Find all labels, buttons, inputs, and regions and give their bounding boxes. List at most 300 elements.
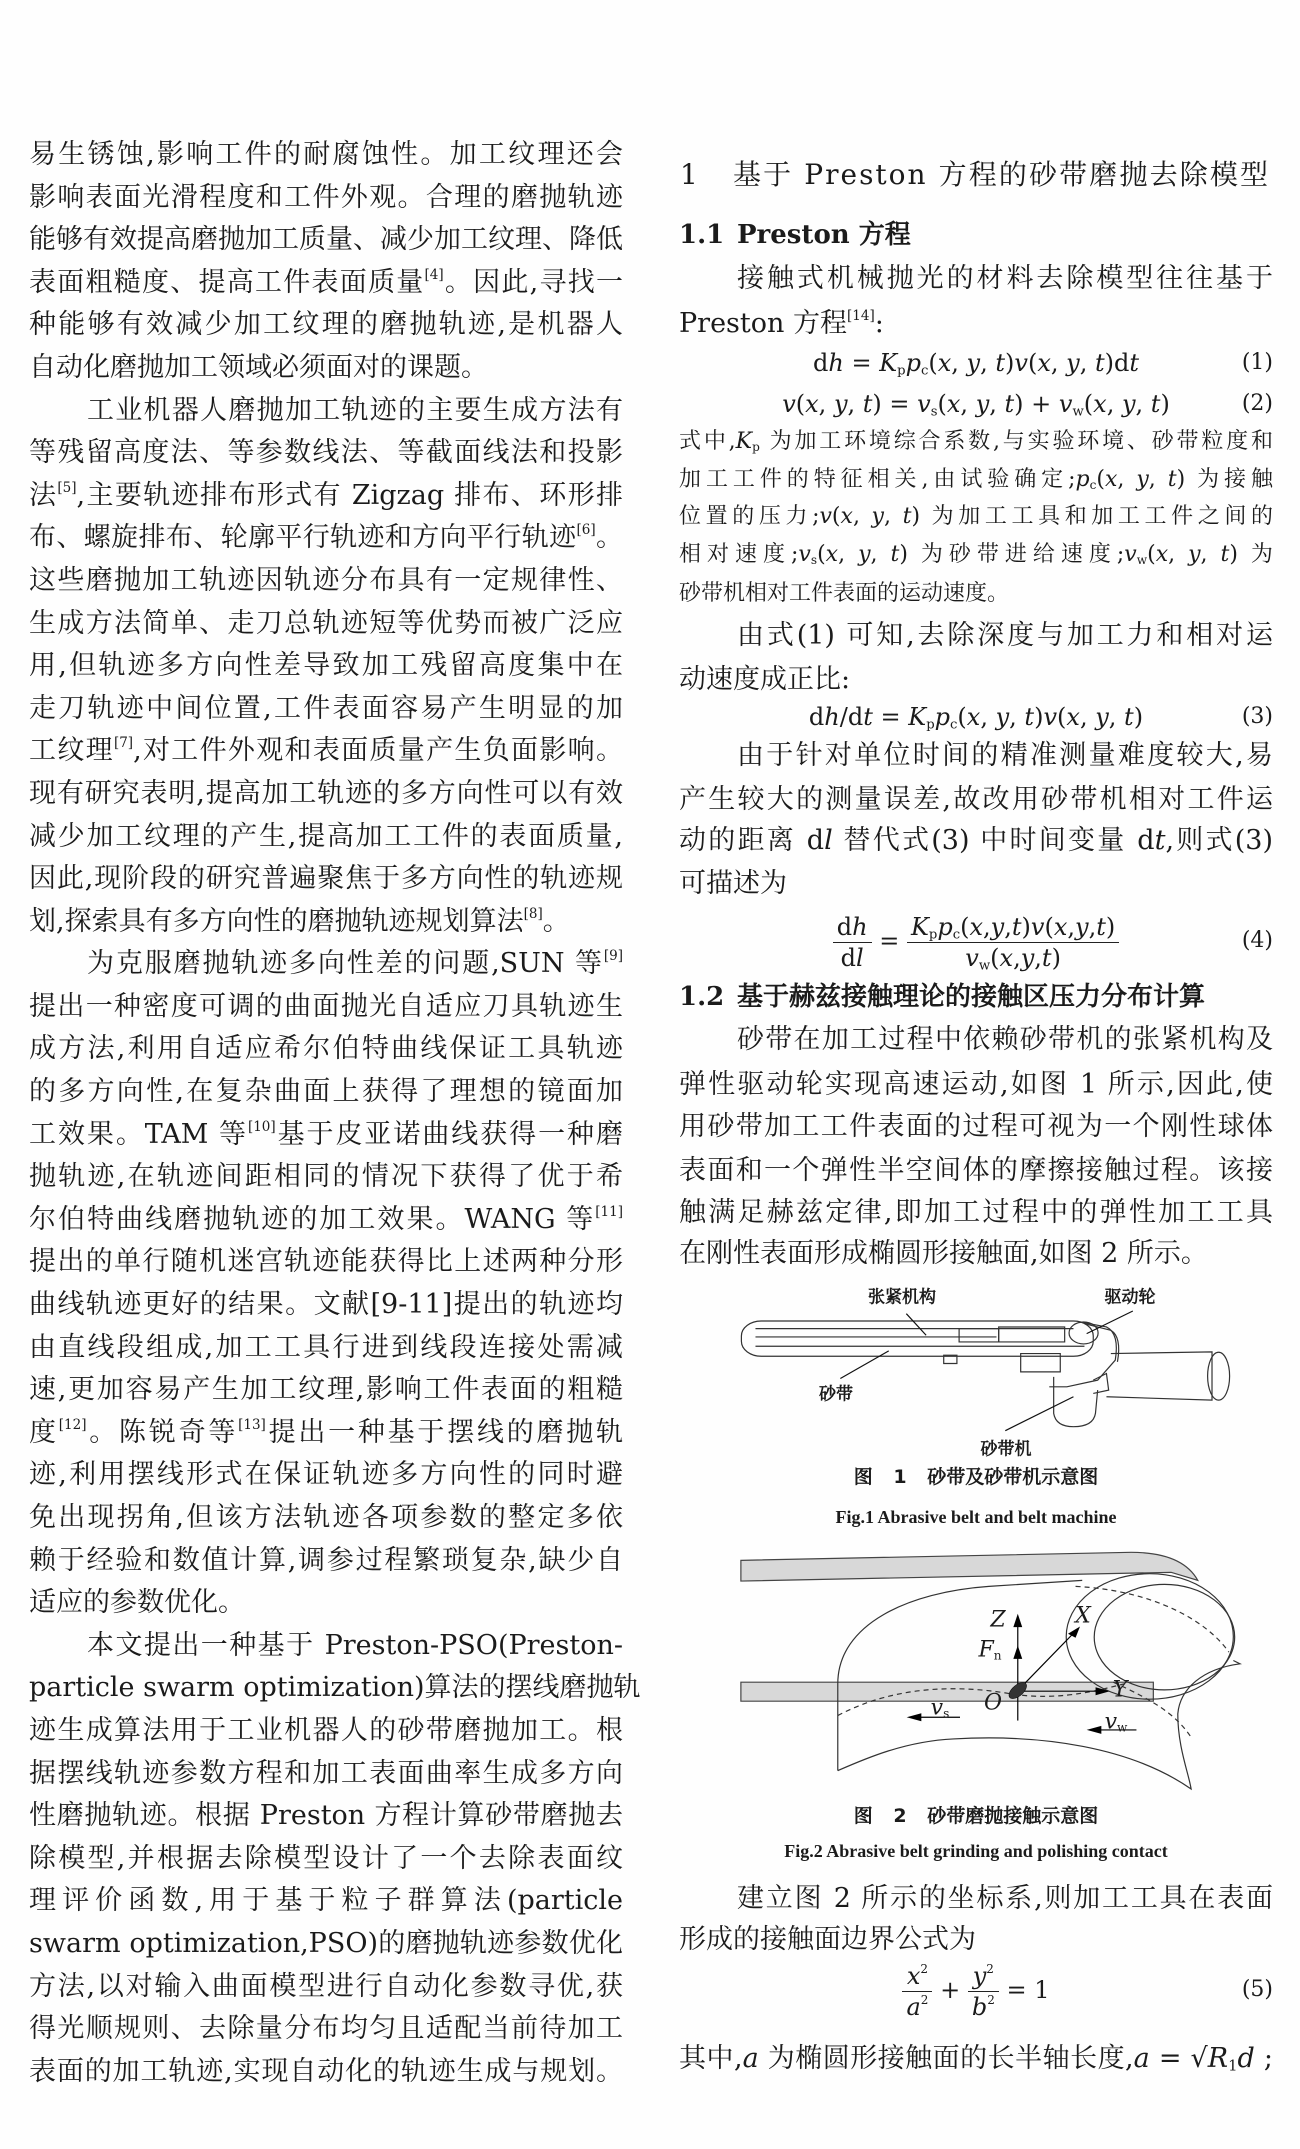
math-symbol: y [1136,467,1149,492]
text-line [679,575,1273,613]
subscript: p [897,363,906,379]
citation-superscript: 2 [987,1993,995,2008]
text-run: ) 为砂带进给速度; [899,542,1125,567]
text-run: 。 [542,905,570,937]
subscript: p [926,717,935,733]
math-symbol: t [862,390,873,418]
text-run: 式中, [679,429,736,454]
text-run: ( [928,349,938,377]
math-symbol: y [833,390,848,418]
text-line [679,461,1273,499]
text-run: , [847,390,863,418]
text-line: 的多方向性,在复杂曲面上获得了理想的镜面加 [29,1076,623,1108]
text-run: 度 [29,1416,59,1448]
text-run: = √ [1149,2043,1208,2074]
text-run: ( [937,390,947,418]
text-run: 形成的接触面边界公式为 [679,1924,976,1955]
math-symbol: x [999,944,1014,972]
text-run: , [1148,467,1168,492]
subsection-title: 基于赫兹接触理论的接触区压力分布计算 [737,982,1206,1012]
text-run: ) 为加工工具和加工工件之间的 [911,504,1273,529]
contact-wheel-outer [1066,1574,1233,1700]
math-symbol: x [1105,467,1118,492]
math-symbol: x [1155,542,1169,567]
figure-2-caption-cn: 图 2 砂带磨抛接触示意图 [853,1805,1099,1827]
text-line: 提出的单行随机迷宫轨迹能获得比上述两种分形 [29,1246,623,1278]
text-run: , [980,703,996,731]
figure-2-caption-en: Fig.2 Abrasive belt grinding and polishing contact [784,1841,1168,1861]
math-symbol: t [1004,390,1015,418]
text-run: 替代式(3) 中时间变量 d [832,825,1155,856]
text-run: 为克服磨抛轨迹多向性差的问题,SUN 等 [87,948,604,980]
citation-superscript: [13] [238,1416,266,1433]
text-line: 由直线段组成,加工工具行进到线段连接处需减 [29,1331,623,1363]
math-symbol: K [908,703,927,731]
text-run: 其中, [679,2043,743,2074]
text-line [679,1064,1273,1106]
equals-sign: = [879,927,900,955]
math-symbol: y [1075,913,1089,941]
label-belt-speed [931,1696,950,1721]
citation-superscript: [11] [595,1203,623,1220]
text-run: ( [817,542,826,567]
text-run: , [1079,703,1096,731]
subsection-number: 1.2 [679,982,725,1012]
math-symbol: y [1066,349,1080,377]
math-symbol: x [825,542,839,567]
equation-1 [679,343,1273,383]
label-belt: 砂带 [819,1384,853,1405]
vs-arrow-icon [907,1713,922,1721]
upper-belt [741,1552,1198,1581]
math-symbol: t [1220,542,1230,567]
fraction-x [902,1961,932,2022]
math-symbol: t [1094,349,1105,377]
math-symbol: y [1020,944,1035,972]
math-symbol: t [1011,913,1022,941]
text-run: 弹性驱动轮实现高速运动,如图 1 所示,因此,使 [679,1069,1273,1100]
math-symbol: x [1037,349,1051,377]
leader-belt [840,1351,888,1379]
text-run: ) [1105,913,1116,941]
fraction-lhs [833,912,872,973]
vw-arrow-icon [1087,1726,1102,1734]
math-symbol: y [972,1962,987,1990]
motor-handle [1106,1352,1212,1400]
text-run: , [870,542,891,567]
citation-superscript: [7] [113,735,134,752]
force-arrow-icon [1013,1645,1022,1658]
math-symbol: y [966,349,981,377]
text-line [29,262,623,305]
math-symbol: t [863,703,873,731]
subsection-number: 1.1 [679,220,725,250]
text-line: 生成方法简单、走刀总轨迹短等优势而被广泛应 [29,607,623,639]
math-symbol: l [824,825,833,856]
text-line: 抛轨迹,在轨迹间距相同的情况下获得了优于希 [29,1161,623,1193]
text-run: 相对速度; [679,542,799,567]
math-symbol: h [852,913,868,941]
math-symbol: R [1207,2043,1229,2074]
subscript: w [978,958,991,974]
text-line: 免出现拐角,但该方法轨迹各项参数的整定多依 [29,1502,623,1533]
text-run: 表面粗糙度、提高工件表面质量 [29,266,425,298]
text-line: 适应的参数优化。 [29,1587,245,1619]
subscript: w [1136,553,1148,568]
label-x-axis: X [1075,1603,1091,1629]
text-run: 为椭圆形接触面的长半轴长度, [758,2043,1134,2074]
text-line [679,1192,1273,1234]
text-line: 迹生成算法用于工业机器人的砂带磨抛加工。根 [29,1714,623,1746]
text-run: , [983,913,991,941]
text-run: ( [1147,542,1156,567]
text-run: , [1004,913,1012,941]
vw-symbol: v [1104,1709,1118,1735]
text-run: ( [990,944,1000,972]
text-run: 可描述为 [679,868,787,899]
text-line [679,498,1273,536]
text-line [29,730,623,773]
math-symbol: y [871,504,884,529]
text-line [679,735,1273,777]
text-run: d [808,703,825,731]
text-run: 由式(1) 可知,去除深度与加工力和相对运 [737,620,1273,651]
text-line [29,475,623,518]
text-run: ) [1005,349,1015,377]
text-run: , [1135,390,1151,418]
subsection-heading-1-2 [679,977,1205,1017]
text-run: ( [1096,467,1105,492]
text-run: ( [1057,703,1067,731]
text-run: , [1034,944,1042,972]
text-line: 成方法,利用自适应希尔伯特曲线保证工具轨迹 [29,1033,623,1065]
text-run: 工效果。TAM 等 [29,1118,248,1150]
math-symbol: h [824,703,840,731]
text-run: ( [795,390,806,418]
label-tensioner: 张紧机构 [868,1287,936,1308]
text-run: d [840,944,856,972]
text-line: 等残留高度法、等参数线法、等截面线法和投影 [29,437,623,469]
math-symbol: t [995,349,1006,377]
text-run: 在刚性表面形成椭圆形接触面,如图 2 所示。 [679,1238,1208,1269]
subsection-title: Preston 方程 [737,220,911,250]
math-symbol: v [819,504,832,529]
text-run: 产生较大的测量误差,故改用砂带机相对工件运 [679,784,1273,815]
plus-sign: + [940,1976,961,2004]
math-symbol: t [1150,390,1161,418]
text-line: 能够有效提高磨抛加工质量、减少加工纹理、降低 [29,224,623,256]
math-symbol: v [917,390,931,418]
citation-superscript: [6] [576,522,596,539]
math-symbol: K [879,349,898,377]
label-origin: O [983,1690,1003,1716]
text-run: ) 为 [1229,542,1273,567]
subscript: c [950,717,958,733]
text-line: 种能够有效减少加工纹理的磨抛轨迹,是机器人 [29,309,623,341]
text-line: 表面的加工轨迹,实现自动化的轨迹生成与规划。 [29,2055,623,2087]
vs-symbol: v [930,1695,944,1721]
fraction-y [968,1961,999,2022]
math-symbol: v [1043,703,1058,731]
math-symbol: x [937,349,952,377]
text-run: 表面和一个弹性半空间体的摩擦接触过程。该接 [679,1155,1273,1186]
text-run: 。陈锐奇等 [86,1416,239,1448]
math-symbol: x [966,703,981,731]
math-symbol: x [1066,703,1080,731]
text-run: , [818,390,834,418]
text-run: d [812,349,829,377]
force-subscript: n [993,1648,1002,1663]
text-line: 现有研究表明,提高加工轨迹的多方向性可以有效 [29,777,623,809]
denominator [902,1992,932,2022]
text-line [679,423,1273,461]
equation-number: (1) [1241,350,1273,375]
subsection-heading-1-1 [679,215,911,255]
text-line: 性磨抛轨迹。根据 Preston 方程计算砂带磨抛去 [29,1800,623,1832]
text-run: 。因此,寻找一 [443,266,623,298]
math-symbol: t [1129,349,1140,377]
math-symbol: x [946,390,961,418]
denominator [968,1992,999,2022]
text-run: d [836,913,853,941]
text-line: 赖于经验和数值计算,调参过程繁琐复杂,缺少自 [29,1544,623,1576]
text-line: 曲线轨迹更好的结果。文献[9-11]提出的轨迹均 [29,1289,623,1321]
section-title [680,154,1270,196]
math-symbol: a [906,1993,921,2021]
text-run: ) 为接触 [1176,467,1273,492]
text-run: , [1050,349,1067,377]
text-run: 基于皮亚诺曲线获得一种磨 [275,1118,623,1150]
math-symbol: t [1154,825,1166,856]
math-symbol: x [1093,390,1107,418]
equation-number: (5) [1241,1977,1273,2002]
citation-superscript: [4] [424,266,444,283]
text-run: = [843,349,880,377]
equation-expression [809,703,1143,731]
equation-expression [813,349,1139,377]
math-symbol: x [906,1962,921,1990]
force-symbol: F [978,1637,994,1663]
text-run: 加工工件的特征相关,由试验确定; [679,467,1076,492]
text-line: 得光顺规则、去除量分布均匀且适配当前待加工 [29,2013,623,2045]
citation-superscript: [14] [847,307,875,324]
citation-superscript: [8] [523,905,543,922]
text-run: 砂带在加工过程中依赖砂带机的张紧机构及 [737,1024,1273,1055]
math-symbol: t [1124,703,1134,731]
text-run: , [1067,913,1076,941]
math-symbol: t [1167,467,1177,492]
vs-subscript: s [943,1706,950,1721]
text-run: 位置的压力; [679,504,820,529]
math-symbol: a [742,2043,759,2074]
text-line [679,820,1273,862]
text-run: 尔伯特曲线磨抛轨迹的加工效果。WANG 等 [29,1203,596,1235]
text-run: , [1009,703,1025,731]
text-run: 。 [595,522,623,554]
text-run: ) [1021,913,1031,941]
math-symbol: p [937,913,953,941]
label-y-axis: Y [1112,1677,1128,1703]
equation-5 [679,1954,1273,2026]
section-number: 1 [680,158,700,191]
text-run: ( [960,913,970,941]
text-run: , [1168,542,1189,567]
figure-1-caption-en: Fig.1 Abrasive belt and belt machine [835,1507,1117,1527]
text-run: = [872,703,909,731]
math-symbol: v [782,390,796,418]
numerator [968,1961,999,1992]
text-run: 用砂带加工工件表面的过程可视为一个刚性球体 [679,1111,1273,1142]
text-line: 迹,利用摆线形式在保证轨迹多方向性的同时避 [29,1459,623,1491]
leader-tensioner [906,1314,926,1336]
math-symbol: y [1121,390,1136,418]
subscript: c [1089,478,1097,493]
text-line [29,1199,623,1242]
text-run: ( [1027,349,1038,377]
numerator [902,1961,932,1992]
text-run: 触满足赫兹定律,即加工过程中的弹性加工工具 [679,1197,1273,1228]
label-normal-force [978,1638,1001,1663]
text-line [679,1019,1273,1061]
text-run: , [960,390,976,418]
figure-1-caption-cn: 图 1 砂带及砂带机示意图 [853,1466,1099,1488]
text-line [29,517,623,560]
equation-2 [679,384,1273,424]
math-symbol: y [1095,703,1109,731]
citation-superscript: [9] [603,948,623,965]
equation-number: (4) [1241,928,1273,953]
text-run: 动的距离 d [679,825,825,856]
math-symbol: y [975,390,990,418]
math-symbol: l [855,944,864,972]
math-symbol: v [965,944,979,972]
text-run: 接触式机械抛光的材料去除模型往往基于 [737,263,1273,294]
math-symbol: y [858,542,871,567]
left-column [29,134,641,2093]
equation-number: (3) [1241,704,1273,729]
text-run: 工纹理 [29,735,114,767]
text-line: 用,但轨迹多方向性差导致加工残留高度集中在 [29,650,623,682]
denominator [833,943,872,973]
text-run: ( [1044,913,1054,941]
equation-4 [679,905,1273,977]
text-line [679,2038,1273,2080]
text-run: , [1106,390,1122,418]
label-machine-speed [1105,1710,1128,1735]
subscript: c [952,927,961,943]
text-line: 这些磨抛加工轨迹因轨迹分布具有一定规律性、 [29,564,623,596]
text-line: swarm optimization,PSO)的磨抛轨迹参数优化 [29,1927,623,1959]
text-run: 提出一种基于摆线的磨抛轨 [265,1416,624,1448]
math-symbol: y [995,703,1010,731]
subscript: 1 [1228,2056,1238,2075]
text-run: ) [1133,703,1144,731]
math-symbol: t [902,504,912,529]
text-run: , [1117,467,1137,492]
equation-3 [679,697,1273,737]
citation-superscript: [12] [58,1416,87,1433]
text-run: ,对工件外观和表面质量产生负面影响。 [133,735,623,767]
text-line: 减少加工纹理的产生,提高加工工件的表面质量, [29,820,623,852]
text-run: ) + [1014,390,1059,418]
text-line: 据摆线轨迹参数方程和加工表面曲率生成多方向 [29,1757,623,1789]
math-symbol: t [1041,944,1052,972]
citation-superscript: 2 [920,1962,929,1977]
math-symbol: p [1075,467,1090,492]
text-line [679,1106,1273,1148]
citation-superscript: 2 [986,1962,994,1977]
text-line: 本文提出一种基于 Preston-PSO(Preston- [87,1629,623,1661]
label-belt-machine: 砂带机 [980,1439,1032,1460]
text-run: ) [1160,390,1170,418]
text-run: : [874,308,884,339]
text-line [679,303,1273,345]
math-symbol: v [1030,913,1045,941]
vw-subscript: w [1117,1720,1128,1735]
text-run: 布、螺旋排布、轮廓平行轨迹和方向平行轨迹 [29,522,577,554]
label-drive-wheel: 驱动轮 [1104,1287,1156,1308]
subscript: w [1072,404,1084,420]
text-run: 为加工环境综合系数,与实验环境、砂带粒度和 [759,429,1273,454]
text-run: , [1079,349,1095,377]
text-run: , [980,349,996,377]
numerator [833,912,872,943]
text-line: particle swarm optimization)算法的摆线磨抛轨 [29,1672,641,1704]
text-run: ; [1254,2043,1273,2074]
text-run: , [883,504,903,529]
text-run: ( [831,504,841,529]
text-run: , [1088,913,1097,941]
text-run: )d [1104,349,1130,377]
math-symbol: b [971,1993,988,2021]
text-run: , [852,504,872,529]
text-line [679,779,1273,821]
text-run: ,主要轨迹排布形式有 Zigzag 排布、环形排 [76,479,623,511]
math-symbol: h [828,349,844,377]
math-symbol: t [890,542,900,567]
text-run: , [1108,703,1125,731]
text-line [679,1233,1273,1275]
numerator [907,912,1119,943]
text-line: 提出一种密度可调的曲面抛光自适应刀具轨迹生 [29,990,623,1022]
tensioner-block [959,1329,999,1342]
text-run: 动速度成正比: [679,664,851,695]
citation-superscript: [10] [247,1118,276,1135]
text-line [679,1150,1273,1192]
math-symbol: p [905,349,921,377]
math-symbol: v [1124,542,1137,567]
citation-superscript: 2 [920,1993,929,2008]
text-run: , [1013,944,1021,972]
math-symbol: x [969,913,984,941]
citation-superscript: [5] [57,479,77,496]
fraction-rhs [907,912,1119,973]
text-run: 建立图 2 所示的坐标系,则加工工具在表面 [737,1883,1273,1914]
text-line [679,1878,1273,1920]
text-line [29,901,623,944]
math-symbol: v [798,542,811,567]
subscript: p [752,440,760,455]
text-line: 方法,以对输入曲面模型进行自动化参数寻优,获 [29,1970,623,2002]
math-symbol: t [1024,703,1035,731]
text-line: 自动化磨抛加工领域必须面对的课题。 [29,351,488,383]
math-symbol: x [805,390,819,418]
text-line: 除模型,并根据去除模型设计了一个去除表面纹 [29,1842,623,1874]
equation-number: (2) [1241,391,1273,416]
text-run: ) [1051,944,1061,972]
text-run: 砂带机相对工件表面的运动速度。 [679,581,1010,606]
text-line [679,863,1273,905]
